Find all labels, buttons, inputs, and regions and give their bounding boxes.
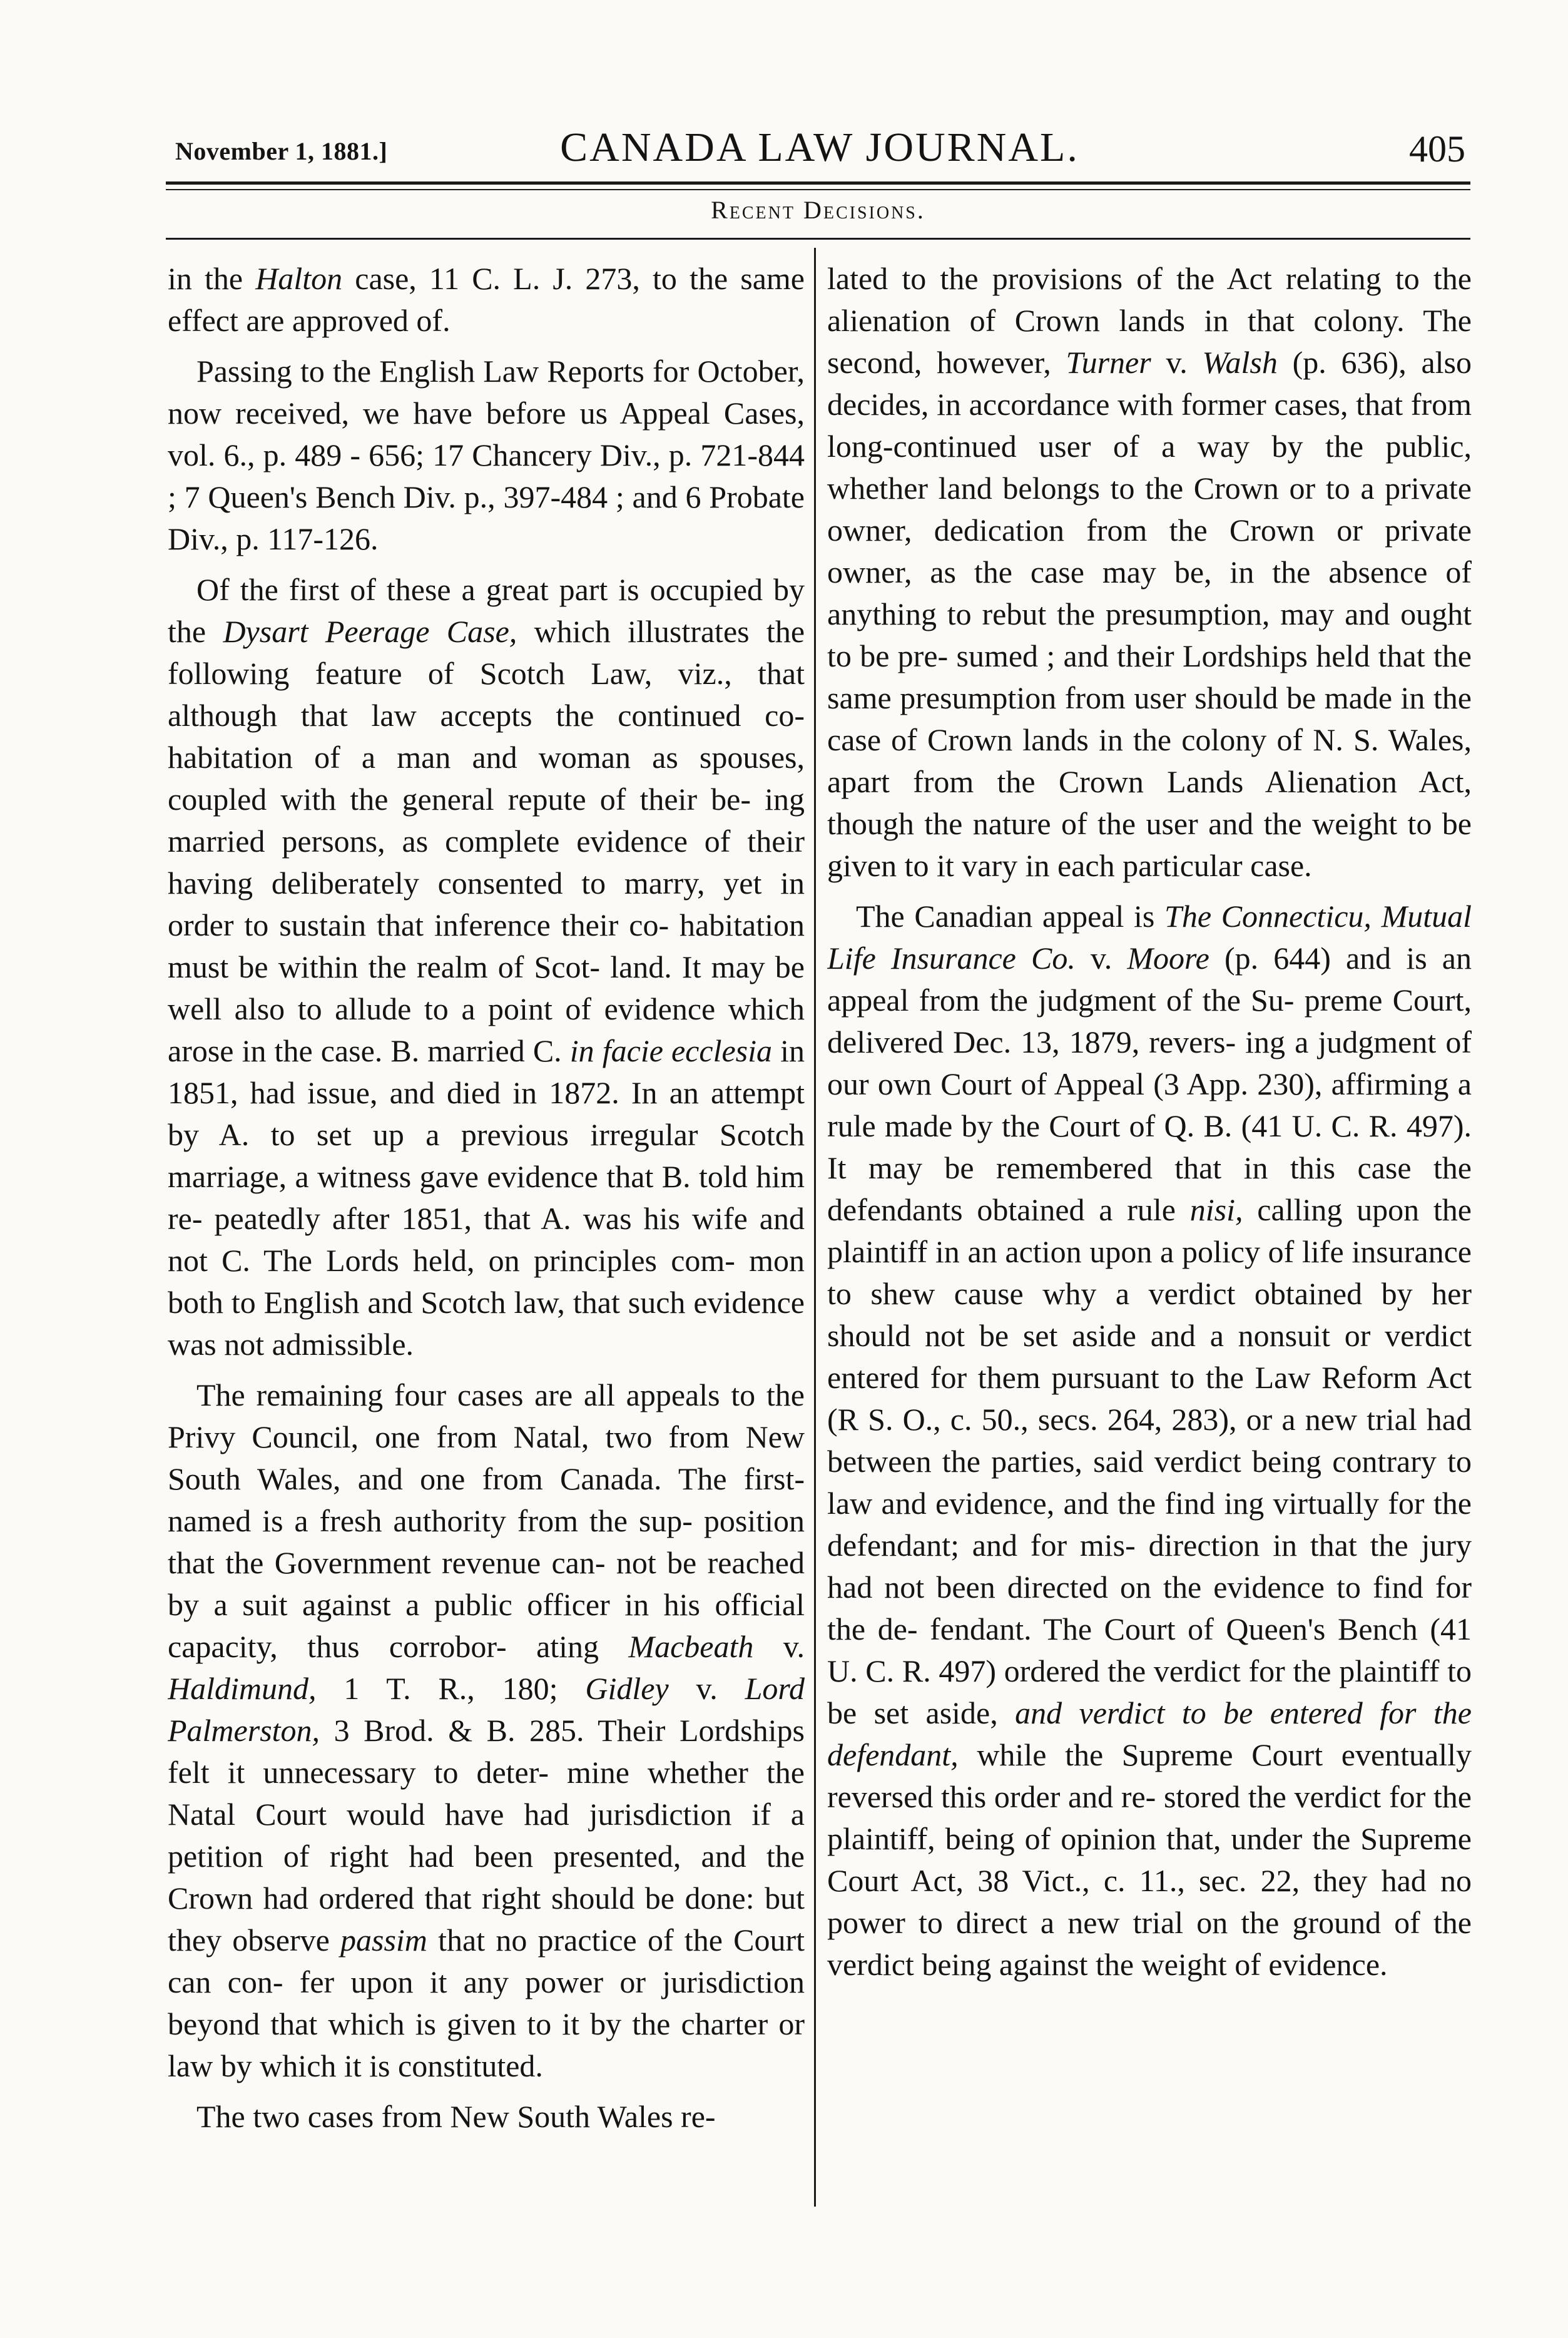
text-run: in 1851, had issue, and died in 1872. In an attempt by A. to set up a previous irregular Scotch marriage, a witness gave evidence that B. told him re- peatedly after 1851, that A. was his wife and not C. The Lords held, on principles com- mon both to English and Scotch law, that such evidence was not admissible. (168, 1033, 805, 1362)
text-run: v. (668, 1671, 745, 1706)
left-paragraph-5: The two cases from New South Wales re- (196, 2099, 716, 2134)
page-number: 405 (1409, 128, 1465, 170)
text-run: The remaining four cases are all appeals to the Privy Council, one from Natal, two from New South Wales, and one from Canada. The first-named is a fresh authority from the sup- position that the Government revenue can- not be reached by a suit against a public officer in his official capacity, thus corrobor- ating (168, 1377, 805, 1664)
text-run: 1 T. R., 180; (316, 1671, 586, 1706)
column-divider (814, 248, 816, 2207)
journal-title: CANADA LAW JOURNAL. (560, 125, 1079, 170)
section-rule (166, 238, 1470, 240)
case-name: Halton (255, 261, 343, 296)
left-column (168, 258, 805, 2210)
section-title: Recent Decisions. (711, 196, 925, 224)
text-run: v. (1075, 941, 1128, 976)
emphasis: and verdict to be entered for the defendant, (827, 1695, 1472, 1772)
text-run: The Canadian appeal is (856, 899, 1165, 934)
left-paragraph-3 (168, 569, 805, 1366)
left-paragraph-1 (168, 258, 805, 342)
text-run: while the Supreme Court eventually reversed this order and re- stored the verdict for the plaintiff, being of opinion that, under the Supreme Court Act, 38 Vict., c. 11., sec. 22, they had no power to direct a new trial on the ground of the verdict being against the weight of evidence. (827, 1737, 1472, 1982)
case-name: Gidley (585, 1671, 669, 1706)
case-name: Lord Palmerston, (168, 1671, 805, 1748)
text-run: which illustrates the following feature of Scotch Law, viz., that although that law accepts the continued co- habitation of a man and woman as spouses, coupled with the general repute of their be- ing married persons, as complete evidence of their having deliberately consented to marry, yet in order to sustain that inference their co- habitation must be within the realm of Scot- land. It may be well also to allude to a point of evidence which arose in the case. B. married C. (168, 614, 805, 1068)
header-rule-thin (166, 189, 1470, 190)
text-run: 3 Brod. & B. 285. Their Lordships felt it unnecessary to deter- mine whether the Natal Court would have had jurisdiction if a petition of right had been presented, and the Crown had ordered that right should be done: but they observe (168, 1713, 805, 1958)
case-name: The Connecticu, Mutual Life Insurance Co. (827, 899, 1472, 976)
left-paragraph-2: Passing to the English Law Reports for October, now received, we have before us Appeal Cases, vol. 6., p. 489 - 656; 17 Chancery Div., p. 721-844 ; 7 Queen's Bench Div. p., 397-484 ; and 6 Probate Div., p. 117-126. (168, 354, 805, 556)
left-paragraph-4 (168, 1374, 805, 2087)
right-paragraph-1 (827, 258, 1472, 887)
text-run: case, 11 C. L. J. 273, to the same effect are approved of. (168, 261, 805, 338)
latin-phrase: in facie ecclesia (569, 1033, 773, 1068)
case-name: Macbeath (628, 1629, 754, 1664)
text-run: Of the first of these a great part is occupied by the (168, 572, 805, 649)
page-header (169, 119, 1470, 181)
latin-phrase: passim (340, 1922, 427, 1958)
text-run: (p. 636), also decides, in accordance with former cases, that from long-continued user of a way by the public, whether land belongs to the Crown or to a private owner, dedication from the Crown or private owner, as the case may be, in the absence of anything to rebut the presumption, may and ought to be pre- sumed ; and their Lordships held that the same presumption from user should be made in the case of Crown lands in the colony of N. S. Wales, apart from the Crown Lands Alienation Act, though the nature of the user and the weight to be given to it vary in each particular case. (827, 345, 1472, 883)
issue-date: November 1, 1881.] (175, 137, 388, 165)
case-name: Dysart Peerage Case, (223, 614, 517, 649)
case-name: Turner (1066, 345, 1151, 380)
text-run: v. (753, 1629, 805, 1664)
text-run: (p. 644) and is an appeal from the judgment of the Su- preme Court, delivered Dec. 13, 1879, revers- ing a judgment of our own Court of Appeal (3 App. 230), affirming a rule made by the Court of Q. B. (41 U. C. R. 497). It may be remembered that in this case the defendants obtained a rule (827, 941, 1472, 1227)
right-column (827, 258, 1472, 2210)
text-run: lated to the provisions of the Act relating to the alienation of Crown lands in that colony. The second, however, (827, 261, 1472, 380)
case-name: Walsh (1202, 345, 1278, 380)
case-name: Moore (1127, 941, 1209, 976)
text-run: calling upon the plaintiff in an action upon a policy of life insurance to shew cause why a verdict obtained by her should not be set aside and a nonsuit or verdict entered for them pursuant to the Law Reform Act (R S. O., c. 50., secs. 264, 283), or a new trial had between the parties, said verdict being contrary to law and evidence, and the find ing virtually for the defendant; and for mis- direction in that the jury had not been directed on the evidence to find for the de- fendant. The Court of Queen's Bench (41 U. C. R. 497) ordered the verdict for the plaintiff to be set aside, (827, 1192, 1472, 1730)
case-name: Haldimund, (168, 1671, 317, 1706)
right-paragraph-2 (827, 896, 1472, 1986)
text-run: that no practice of the Court can con- fer upon it any power or jurisdiction beyond that which is given to it by the charter or law by which it is constituted. (168, 1922, 805, 2083)
header-rule-thick (166, 181, 1470, 185)
latin-phrase: nisi, (1189, 1192, 1243, 1227)
text-run: v. (1151, 345, 1203, 380)
text-run: in the (168, 261, 256, 296)
